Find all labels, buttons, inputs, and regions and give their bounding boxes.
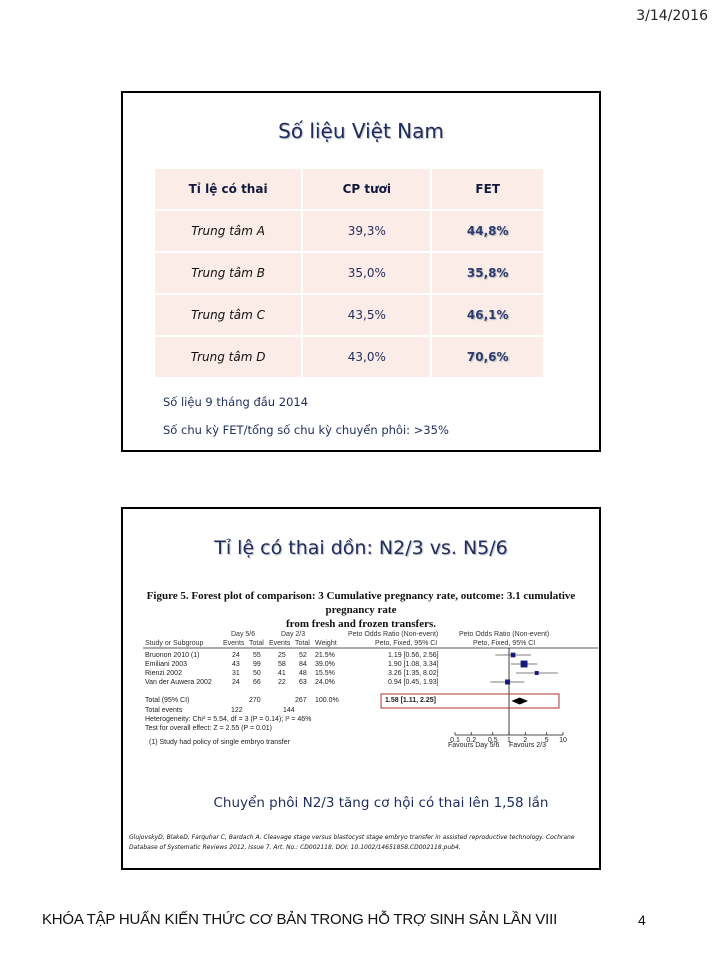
col-header-study: Study or Subgroup (145, 640, 204, 647)
events-day23: 25 (278, 652, 286, 659)
study-point-estimate (521, 661, 528, 668)
total-label: Total (95% CI) (145, 697, 190, 704)
events-day56: 43 (232, 661, 240, 668)
center-name: Trung tâm B (154, 252, 302, 294)
fresh-rate: 43,0% (302, 336, 431, 378)
total-day56: 55 (253, 652, 261, 659)
total-day56: 50 (253, 670, 261, 677)
fet-rate: 35,8% (431, 252, 544, 294)
forest-plot (143, 629, 598, 799)
fet-rate: 44,8% (431, 210, 544, 252)
study-name: Rienzi 2002 (145, 670, 182, 677)
study-point-estimate (535, 671, 539, 675)
weight: 39.0% (315, 661, 335, 668)
col-header-total: Total (295, 640, 310, 647)
x-axis-tick-label: 0.2 (466, 737, 477, 744)
events-day23: 22 (278, 679, 286, 686)
odds-ratio-ci: 3.26 [1.35, 8.02] (388, 670, 439, 677)
col-header-events: Events (269, 640, 291, 647)
study-point-estimate (511, 653, 516, 658)
events-day23: 41 (278, 670, 286, 677)
footer-course-title: KHÓA TẬP HUẤN KIẾN THỨC CƠ BẢN TRONG HỖ TRỢ SINH SẢN LẦN VIII (42, 911, 558, 928)
col-header-events: Events (223, 640, 245, 647)
table-row (154, 210, 544, 252)
fresh-rate: 35,0% (302, 252, 431, 294)
table-row (154, 336, 544, 378)
x-axis-tick-label: 1 (507, 737, 511, 744)
group-header-peto-or-plot: Peto Odds Ratio (Non-event) (459, 631, 550, 638)
group-header-day56: Day 5/6 (231, 631, 256, 638)
fet-rate: 70,6% (431, 336, 544, 378)
total-day56: 270 (249, 697, 261, 704)
citation: GlujovskyD, BlakeD, Farquhar C, Bardach A. Cleavage stage versus blastocyst stage embryo transfer in assisted reproductive technology. Cochrane Database of Systematic Reviews 2012, Issue 7. Art. No.: CD002118. DOI: 10.1002/14651858.CD002118.pub4. (129, 834, 575, 851)
group-header-peto-or: Peto Odds Ratio (Non-event) (348, 631, 439, 638)
x-axis-tick-label: 5 (544, 737, 549, 744)
slide-title: Tỉ lệ có thai dồn: N2/3 vs. N5/6 (214, 537, 508, 559)
weight: 21.5% (315, 652, 335, 659)
total-day23: 52 (299, 652, 307, 659)
total-day23: 48 (299, 670, 307, 677)
total-day23: 63 (299, 679, 307, 686)
weight: 24.0% (315, 679, 335, 686)
center-name: Trung tâm C (154, 294, 302, 336)
figure-caption-line: Figure 5. Forest plot of comparison: 3 Cumulative pregnancy rate, outcome: 3.1 cumulative pregnancy rate (146, 590, 576, 616)
total-day56: 66 (253, 679, 261, 686)
slide-thumbnail-cumulative-pregnancy (121, 507, 601, 870)
total-events-day23: 144 (283, 707, 295, 714)
footnote: (1) Study had policy of single embryo transfer (149, 739, 290, 746)
total-day23: 84 (299, 661, 307, 668)
col-header-weight: Weight (315, 640, 337, 647)
total-odds-ratio-ci: 1.58 [1.11, 2.25] (385, 697, 436, 704)
total-weight: 100.0% (315, 697, 339, 704)
total-events-day56: 122 (231, 707, 243, 714)
group-header-day23: Day 2/3 (281, 631, 306, 638)
table-header-row (154, 168, 544, 210)
col-header-ci: Peto, Fixed, 95% CI (375, 640, 438, 647)
x-axis-tick-label: 0.5 (487, 737, 498, 744)
x-axis-tick-label: 10 (559, 737, 567, 744)
page-number: 4 (638, 912, 646, 928)
events-day23: 58 (278, 661, 286, 668)
total-day56: 99 (253, 661, 261, 668)
favours-left-label: Favours Day 5/6 (448, 742, 500, 749)
fresh-rate: 39,3% (302, 210, 431, 252)
odds-ratio-ci: 1.19 [0.56, 2.56] (388, 652, 439, 659)
fet-rate: 46,1% (431, 294, 544, 336)
events-day56: 24 (232, 679, 240, 686)
total-highlight-box (381, 694, 559, 708)
column-header: FET (431, 168, 544, 210)
odds-ratio-ci: 0.94 [0.45, 1.93] (388, 679, 439, 686)
overall-effect: Test for overall effect: Z = 2.55 (P = 0.01) (145, 725, 272, 732)
col-header-plot-ci: Peto, Fixed, 95% CI (473, 640, 536, 647)
figure-caption-line: from fresh and frozen transfers. (285, 618, 436, 630)
study-name: Emiliani 2003 (145, 661, 188, 668)
column-header: CP tươi (302, 168, 431, 210)
date-label: 3/14/2016 (636, 8, 708, 24)
note-fet-share: Số chu kỳ FET/tổng số chu kỳ chuyển phôi: >35% (163, 423, 449, 437)
col-header-total: Total (249, 640, 264, 647)
study-name: Bruonon 2010 (1) (145, 652, 200, 659)
center-name: Trung tâm A (154, 210, 302, 252)
weight: 15.5% (315, 670, 335, 677)
figure-caption (125, 589, 597, 631)
heterogeneity: Heterogeneity: Chi² = 5.54, df = 3 (P = 0.14); I² = 46% (145, 716, 312, 723)
fresh-rate: 43,5% (302, 294, 431, 336)
pregnancy-rate-table (153, 167, 545, 379)
events-day56: 31 (232, 670, 240, 677)
slide-title: Số liệu Việt Nam (278, 119, 444, 143)
total-day23: 267 (295, 697, 307, 704)
events-day56: 24 (232, 652, 240, 659)
x-axis-tick-label: 0.1 (450, 737, 460, 744)
slide-thumbnail-vietnam-data (121, 91, 601, 452)
favours-right-label: Favours 2/3 (509, 742, 546, 749)
table-row (154, 252, 544, 294)
conclusion-text: Chuyển phôi N2/3 tăng cơ hội có thai lên 1,58 lần (213, 795, 549, 811)
x-axis-tick-label: 2 (523, 737, 528, 744)
pooled-estimate-diamond (511, 698, 528, 705)
note-period: Số liệu 9 tháng đầu 2014 (163, 395, 309, 409)
study-point-estimate (505, 680, 510, 685)
table-row (154, 294, 544, 336)
total-events-label: Total events (145, 707, 183, 714)
odds-ratio-ci: 1.90 [1.08, 3.34] (388, 661, 439, 668)
center-name: Trung tâm D (154, 336, 302, 378)
column-header: Tỉ lệ có thai (154, 168, 302, 210)
study-name: Van der Auwera 2002 (145, 679, 212, 686)
